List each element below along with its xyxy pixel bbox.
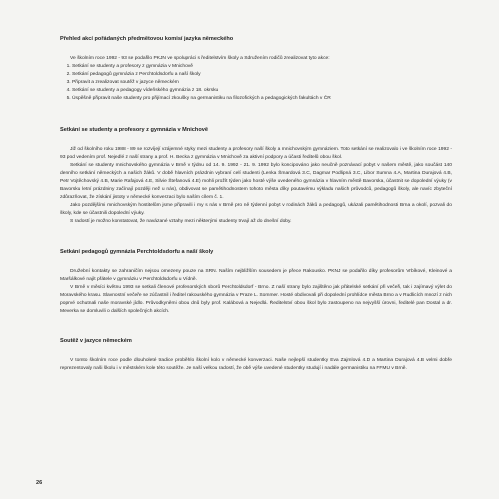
list-item: 2. Setkání pedagogů gymnázia z Perchtoldsdorfu a naší školy — [72, 71, 452, 79]
section-heading-competition: Soutěž v jazyce německém — [60, 338, 132, 345]
paragraph: S radostí je možno konstatovat, že navázané vztahy mezi některými studenty trvají až do dnešní doby. — [70, 219, 292, 225]
list-item: 4. Setkání se studenty a pedagogy vídeňského gymnázia z 18. okrsku — [72, 87, 452, 95]
overview-heading: Přehled akcí pořádaných předmětovou komisí jazyka německého — [60, 36, 234, 42]
paragraph: Jako pozdějšími mnichovským hostitelům jsme připravili i my s nás v Brně pro ně týdenní pobyt v rodinách žáků a pedagogů, ukázali pamětihodnosti Brna a okolí, pozvali do školy, kde se účastnili dopolední výuky. — [60, 203, 452, 217]
paragraph: V Brně v měsíci květnu 1993 se setkali členové profesorských sborů Perchtoldsdorf - Brno. Z naší strany bylo zajištěno jak přátelské setkání při večeři, tak i zajímavý výlet do Moravského krasu. Slavnostní večeře se zúčastnil i ředitel rakouského gymnázia v Praze L. Sommer. Hosté obdivovali při dopolední prohlídce města Brno a v Rudlicích mnozí z nich poprvé ochutnali naše moravské jídlo. Průvodkyněmi obou dnů byly prof. Kalábová a Nejedlá. Ředitelství obou škol bylo zastoupeno na nejvyšší úrovni, ředitelé pan Dostal a dr. Meverka se domluvili o dalších společných akcích. — [60, 284, 452, 314]
overview-list — [60, 63, 452, 103]
overview-section — [60, 36, 452, 104]
list-item: 1. Setkání se studenty a profesory z gymnázia v Mnichově — [72, 63, 452, 71]
paragraph: Družební kontakty se zahraničím nejsou omezeny pouze na SRN. Naším nejbližším sousedem je přece Rakousko. PKNJ se podařilo díky profesorům Vrbíkové, Kleinové a Maršálkové najít přátele v gymnáziu v Perchtoldsdorfu u Vídně. — [60, 268, 452, 282]
document-content — [60, 36, 452, 373]
paragraph: Setkání se studenty mnichovského gymnázia v Brně v týdnu od 14. 9. 1992 - 21. 9. 1992 bylo koncipováno jako neučně poznávací pobyt v našem městě, jako součást 140 denního setkání německých a našich žáků. V době hlavních prázdnin vybraní celí studenti (Lenka Šmardová 3.C, Dagmar Podlipná 3.C, Libor Sumna 4.A, Martina Durajová 4.B, Petr Vojtěchovský 4.B, Marie Rafajová 4.E, Silvie Štefanová 4.E) mohli prožít týden jako hosté výše uvedeného gymnázia v hlavním městě Bavorska, účastnit se dopolední výuky (v Bavorsku letní prázdniny začínají později než u nás), obdivovat se pamětihodnostem tohoto města díky poutavému výkladu našich průvodců, pedagogů školy, ale navíc zbyteční zdůrazňovat, že získání jistoty v německé konverzaci bylo naším cílem č. 1. — [60, 162, 452, 201]
perchtoldsdorf-section — [60, 249, 452, 317]
munich-section — [60, 127, 452, 227]
paragraph: Již od školního roku 1988 - 89 se rozvíjejí vzájemné styky mezi studenty a profesory naší školy a mnichovským gymnáziem. Toto setkání se realizovalo i ve školním roce 1992 - 93 pod vedením prof. Nejedlé z naší strany a prof. H. Becka z gymnázia v Mnichově za aktivní podpory a účasti ředitelů obou škol. — [60, 146, 452, 160]
list-item: 5. Úspěšně připravit naše studenty pro přijímací zkoušky na germanistiku na filozofických a pedagogických fakultách v ČR — [72, 95, 452, 103]
page-number: 26 — [36, 480, 43, 486]
section-heading-munich: Setkání se studenty a profesory z gymnázia v Mnichově — [60, 126, 208, 133]
paragraph: V tomto školním roce podle dlouholeté tradice proběhlo školní kolo v německé konverzaci. Naše nejlepší studentky Eva Zajmlová 4.D a Martina Durajová 4.B velmi dobře reprezentovaly naši školu i v městském kole této soutěže. Je naší velkou radostí, že obě výše uvedené studentky studují i nadále germanistiku na FFMU v Brně. — [60, 358, 452, 372]
list-item: 3. Připravit a zrealizovat soutěž v jazyce německém — [72, 79, 452, 87]
competition-section — [60, 338, 452, 373]
overview-intro: Ve školním roce 1992 - 93 se podařilo PKJN ve spolupráci s ředitelstvím školy a Sdružením rodičů zrealizovat tyto akce: — [70, 56, 330, 61]
section-heading-perchtoldsdorf: Setkání pedagogů gymnázia Perchtoldsdorfu a naší školy — [60, 248, 214, 255]
